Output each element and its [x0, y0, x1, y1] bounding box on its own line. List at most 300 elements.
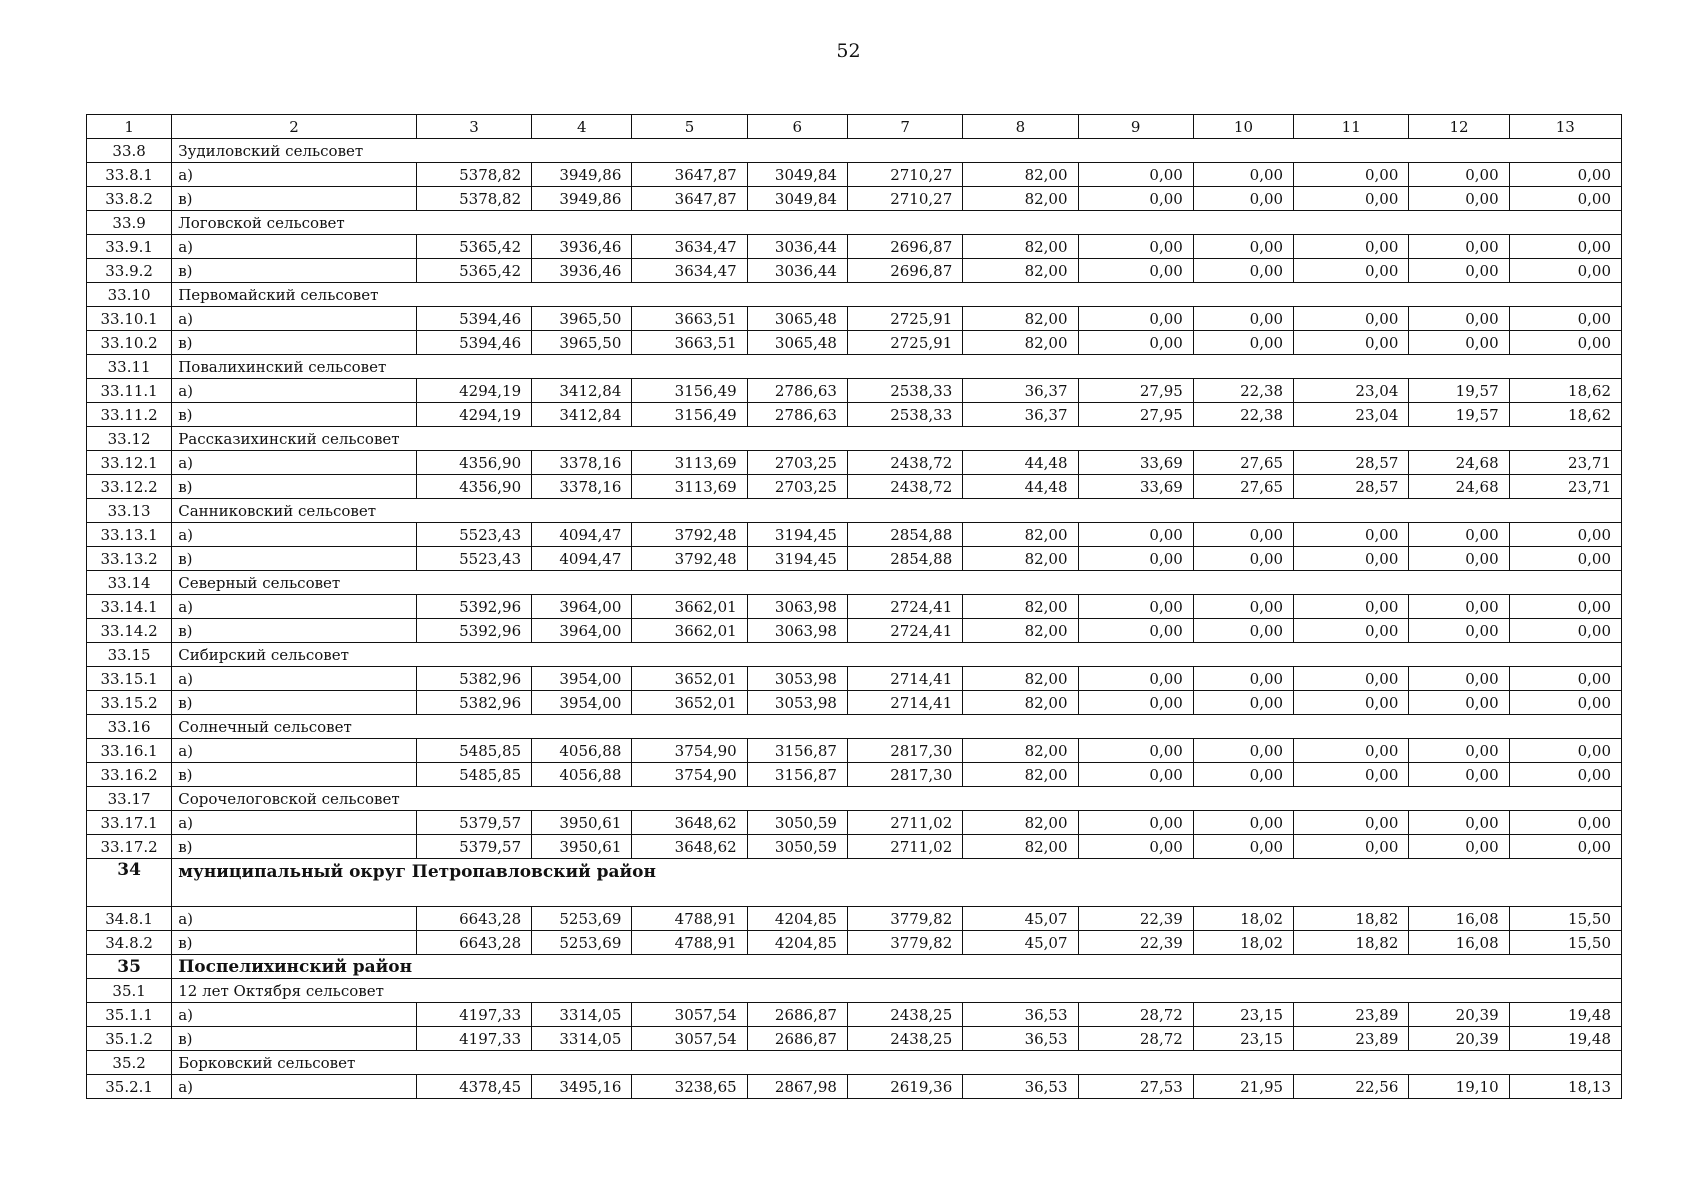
value-cell: 2711,02 — [847, 811, 962, 835]
table-row — [87, 163, 1622, 187]
value-cell: 5365,42 — [416, 235, 531, 259]
column-header-row — [87, 115, 1622, 139]
row-label: а) — [172, 235, 417, 259]
row-number: 34.8.1 — [87, 907, 172, 931]
value-cell: 33,69 — [1078, 475, 1193, 499]
value-cell: 27,65 — [1193, 451, 1293, 475]
table-row — [87, 403, 1622, 427]
row-label: а) — [172, 451, 417, 475]
value-cell: 19,57 — [1409, 403, 1509, 427]
value-cell: 0,00 — [1294, 811, 1409, 835]
value-cell: 3063,98 — [747, 595, 847, 619]
value-cell: 3652,01 — [632, 667, 747, 691]
section-title: Повалихинский сельсовет — [172, 355, 1622, 379]
section-title: Сорочелоговской сельсовет — [172, 787, 1622, 811]
section-title: Борковский сельсовет — [172, 1051, 1622, 1075]
value-cell: 24,68 — [1409, 475, 1509, 499]
section-row — [87, 715, 1622, 739]
value-cell: 0,00 — [1078, 739, 1193, 763]
value-cell: 2817,30 — [847, 739, 962, 763]
row-number: 33.14 — [87, 571, 172, 595]
table-row — [87, 931, 1622, 955]
value-cell: 3036,44 — [747, 235, 847, 259]
value-cell: 3065,48 — [747, 331, 847, 355]
table-row — [87, 331, 1622, 355]
value-cell: 2817,30 — [847, 763, 962, 787]
row-label: а) — [172, 811, 417, 835]
row-number: 33.16 — [87, 715, 172, 739]
value-cell: 0,00 — [1409, 667, 1509, 691]
value-cell: 3647,87 — [632, 187, 747, 211]
value-cell: 3378,16 — [532, 475, 632, 499]
row-label: а) — [172, 1003, 417, 1027]
value-cell: 3050,59 — [747, 835, 847, 859]
value-cell: 0,00 — [1193, 691, 1293, 715]
section-row — [87, 1051, 1622, 1075]
value-cell: 28,72 — [1078, 1027, 1193, 1051]
row-number: 33.11.2 — [87, 403, 172, 427]
value-cell: 5379,57 — [416, 811, 531, 835]
value-cell: 0,00 — [1409, 187, 1509, 211]
column-header: 4 — [532, 115, 632, 139]
value-cell: 18,62 — [1509, 403, 1621, 427]
section-row — [87, 787, 1622, 811]
table-row — [87, 1027, 1622, 1051]
value-cell: 23,04 — [1294, 379, 1409, 403]
value-cell: 0,00 — [1509, 235, 1621, 259]
value-cell: 2538,33 — [847, 379, 962, 403]
value-cell: 18,02 — [1193, 931, 1293, 955]
value-cell: 0,00 — [1078, 331, 1193, 355]
value-cell: 3049,84 — [747, 163, 847, 187]
value-cell: 27,95 — [1078, 403, 1193, 427]
value-cell: 3314,05 — [532, 1027, 632, 1051]
row-number: 35.2 — [87, 1051, 172, 1075]
value-cell: 0,00 — [1409, 619, 1509, 643]
row-number: 33.12.1 — [87, 451, 172, 475]
row-number: 33.10.1 — [87, 307, 172, 331]
value-cell: 5379,57 — [416, 835, 531, 859]
value-cell: 22,39 — [1078, 907, 1193, 931]
value-cell: 0,00 — [1409, 259, 1509, 283]
value-cell: 82,00 — [963, 691, 1078, 715]
value-cell: 19,57 — [1409, 379, 1509, 403]
value-cell: 3156,87 — [747, 739, 847, 763]
value-cell: 3936,46 — [532, 259, 632, 283]
value-cell: 2714,41 — [847, 691, 962, 715]
value-cell: 82,00 — [963, 667, 1078, 691]
value-cell: 6643,28 — [416, 907, 531, 931]
value-cell: 3949,86 — [532, 163, 632, 187]
value-cell: 3057,54 — [632, 1003, 747, 1027]
value-cell: 0,00 — [1193, 835, 1293, 859]
value-cell: 0,00 — [1193, 763, 1293, 787]
value-cell: 2724,41 — [847, 595, 962, 619]
value-cell: 16,08 — [1409, 931, 1509, 955]
value-cell: 0,00 — [1193, 811, 1293, 835]
value-cell: 3113,69 — [632, 475, 747, 499]
value-cell: 3194,45 — [747, 523, 847, 547]
value-cell: 27,95 — [1078, 379, 1193, 403]
value-cell: 5394,46 — [416, 331, 531, 355]
section-row — [87, 979, 1622, 1003]
column-header: 7 — [847, 115, 962, 139]
row-number: 33.14.2 — [87, 619, 172, 643]
value-cell: 3053,98 — [747, 667, 847, 691]
row-label: в) — [172, 763, 417, 787]
value-cell: 0,00 — [1078, 667, 1193, 691]
value-cell: 2538,33 — [847, 403, 962, 427]
value-cell: 0,00 — [1294, 835, 1409, 859]
value-cell: 0,00 — [1509, 763, 1621, 787]
value-cell: 0,00 — [1509, 187, 1621, 211]
row-number: 33.8 — [87, 139, 172, 163]
value-cell: 0,00 — [1078, 835, 1193, 859]
value-cell: 22,56 — [1294, 1075, 1409, 1099]
table-row — [87, 811, 1622, 835]
row-label: а) — [172, 379, 417, 403]
value-cell: 0,00 — [1078, 763, 1193, 787]
table-row — [87, 619, 1622, 643]
value-cell: 2711,02 — [847, 835, 962, 859]
value-cell: 82,00 — [963, 547, 1078, 571]
column-header: 10 — [1193, 115, 1293, 139]
value-cell: 3954,00 — [532, 667, 632, 691]
tariff-table — [86, 114, 1622, 1099]
value-cell: 0,00 — [1409, 547, 1509, 571]
row-number: 33.12.2 — [87, 475, 172, 499]
value-cell: 2867,98 — [747, 1075, 847, 1099]
value-cell: 5382,96 — [416, 691, 531, 715]
table-row — [87, 763, 1622, 787]
value-cell: 0,00 — [1294, 307, 1409, 331]
value-cell: 5392,96 — [416, 595, 531, 619]
value-cell: 0,00 — [1509, 619, 1621, 643]
row-label: а) — [172, 307, 417, 331]
section-row — [87, 211, 1622, 235]
value-cell: 0,00 — [1078, 691, 1193, 715]
value-cell: 0,00 — [1294, 259, 1409, 283]
value-cell: 36,37 — [963, 379, 1078, 403]
value-cell: 0,00 — [1078, 307, 1193, 331]
column-header: 3 — [416, 115, 531, 139]
value-cell: 3036,44 — [747, 259, 847, 283]
row-label: а) — [172, 595, 417, 619]
value-cell: 27,53 — [1078, 1075, 1193, 1099]
value-cell: 3634,47 — [632, 259, 747, 283]
value-cell: 0,00 — [1193, 163, 1293, 187]
value-cell: 3754,90 — [632, 763, 747, 787]
row-number: 33.9 — [87, 211, 172, 235]
table-row — [87, 307, 1622, 331]
row-label: в) — [172, 547, 417, 571]
column-header: 8 — [963, 115, 1078, 139]
table-row — [87, 691, 1622, 715]
value-cell: 82,00 — [963, 259, 1078, 283]
row-number: 33.14.1 — [87, 595, 172, 619]
section-row — [87, 571, 1622, 595]
table-row — [87, 1003, 1622, 1027]
value-cell: 2696,87 — [847, 235, 962, 259]
value-cell: 5365,42 — [416, 259, 531, 283]
column-header: 2 — [172, 115, 417, 139]
value-cell: 3063,98 — [747, 619, 847, 643]
value-cell: 4197,33 — [416, 1003, 531, 1027]
value-cell: 2854,88 — [847, 523, 962, 547]
value-cell: 2619,36 — [847, 1075, 962, 1099]
value-cell: 0,00 — [1294, 619, 1409, 643]
section-row — [87, 955, 1622, 979]
value-cell: 0,00 — [1078, 235, 1193, 259]
value-cell: 2696,87 — [847, 259, 962, 283]
value-cell: 82,00 — [963, 811, 1078, 835]
value-cell: 3779,82 — [847, 907, 962, 931]
value-cell: 0,00 — [1409, 307, 1509, 331]
table-row — [87, 379, 1622, 403]
value-cell: 0,00 — [1294, 691, 1409, 715]
value-cell: 4094,47 — [532, 547, 632, 571]
row-number: 33.9.1 — [87, 235, 172, 259]
value-cell: 3965,50 — [532, 307, 632, 331]
row-number: 33.16.1 — [87, 739, 172, 763]
value-cell: 0,00 — [1078, 523, 1193, 547]
value-cell: 2786,63 — [747, 379, 847, 403]
value-cell: 18,62 — [1509, 379, 1621, 403]
value-cell: 82,00 — [963, 763, 1078, 787]
value-cell: 3779,82 — [847, 931, 962, 955]
value-cell: 23,04 — [1294, 403, 1409, 427]
value-cell: 3754,90 — [632, 739, 747, 763]
value-cell: 0,00 — [1509, 547, 1621, 571]
value-cell: 0,00 — [1294, 331, 1409, 355]
row-label: в) — [172, 187, 417, 211]
section-row — [87, 499, 1622, 523]
value-cell: 0,00 — [1193, 187, 1293, 211]
value-cell: 5382,96 — [416, 667, 531, 691]
row-number: 33.9.2 — [87, 259, 172, 283]
value-cell: 3050,59 — [747, 811, 847, 835]
value-cell: 0,00 — [1509, 259, 1621, 283]
value-cell: 0,00 — [1509, 307, 1621, 331]
row-number: 34 — [87, 859, 172, 907]
row-number: 33.11.1 — [87, 379, 172, 403]
value-cell: 3495,16 — [532, 1075, 632, 1099]
value-cell: 2854,88 — [847, 547, 962, 571]
value-cell: 5392,96 — [416, 619, 531, 643]
value-cell: 0,00 — [1409, 811, 1509, 835]
value-cell: 45,07 — [963, 907, 1078, 931]
value-cell: 6643,28 — [416, 931, 531, 955]
value-cell: 36,37 — [963, 403, 1078, 427]
value-cell: 3378,16 — [532, 451, 632, 475]
row-number: 33.10 — [87, 283, 172, 307]
value-cell: 22,38 — [1193, 379, 1293, 403]
value-cell: 4094,47 — [532, 523, 632, 547]
table-row — [87, 595, 1622, 619]
value-cell: 2725,91 — [847, 331, 962, 355]
row-number: 35.1.1 — [87, 1003, 172, 1027]
value-cell: 28,57 — [1294, 451, 1409, 475]
row-number: 33.13 — [87, 499, 172, 523]
section-title: Солнечный сельсовет — [172, 715, 1622, 739]
row-number: 33.15 — [87, 643, 172, 667]
value-cell: 82,00 — [963, 235, 1078, 259]
value-cell: 4294,19 — [416, 403, 531, 427]
column-header: 1 — [87, 115, 172, 139]
row-label: в) — [172, 403, 417, 427]
column-header: 13 — [1509, 115, 1621, 139]
value-cell: 82,00 — [963, 163, 1078, 187]
value-cell: 0,00 — [1294, 739, 1409, 763]
value-cell: 2714,41 — [847, 667, 962, 691]
table-row — [87, 235, 1622, 259]
row-label: в) — [172, 259, 417, 283]
value-cell: 2686,87 — [747, 1027, 847, 1051]
value-cell: 18,13 — [1509, 1075, 1621, 1099]
row-number: 33.8.2 — [87, 187, 172, 211]
value-cell: 0,00 — [1509, 331, 1621, 355]
column-header: 12 — [1409, 115, 1509, 139]
value-cell: 5378,82 — [416, 187, 531, 211]
row-number: 35.1.2 — [87, 1027, 172, 1051]
table-row — [87, 451, 1622, 475]
row-number: 33.12 — [87, 427, 172, 451]
value-cell: 4356,90 — [416, 475, 531, 499]
value-cell: 4204,85 — [747, 931, 847, 955]
value-cell: 0,00 — [1193, 331, 1293, 355]
value-cell: 5253,69 — [532, 907, 632, 931]
value-cell: 3238,65 — [632, 1075, 747, 1099]
value-cell: 2686,87 — [747, 1003, 847, 1027]
row-number: 33.13.2 — [87, 547, 172, 571]
value-cell: 3950,61 — [532, 811, 632, 835]
column-header: 9 — [1078, 115, 1193, 139]
row-label: в) — [172, 835, 417, 859]
value-cell: 0,00 — [1509, 739, 1621, 763]
value-cell: 36,53 — [963, 1027, 1078, 1051]
value-cell: 0,00 — [1409, 331, 1509, 355]
row-label: в) — [172, 691, 417, 715]
value-cell: 23,89 — [1294, 1003, 1409, 1027]
value-cell: 0,00 — [1409, 691, 1509, 715]
value-cell: 2438,25 — [847, 1003, 962, 1027]
value-cell: 3965,50 — [532, 331, 632, 355]
section-title: Первомайский сельсовет — [172, 283, 1622, 307]
value-cell: 23,71 — [1509, 475, 1621, 499]
section-title: Сибирский сельсовет — [172, 643, 1622, 667]
value-cell: 2725,91 — [847, 307, 962, 331]
value-cell: 5523,43 — [416, 523, 531, 547]
row-number: 33.15.2 — [87, 691, 172, 715]
value-cell: 0,00 — [1509, 835, 1621, 859]
value-cell: 0,00 — [1078, 547, 1193, 571]
value-cell: 0,00 — [1509, 595, 1621, 619]
value-cell: 0,00 — [1294, 595, 1409, 619]
value-cell: 0,00 — [1193, 619, 1293, 643]
value-cell: 0,00 — [1509, 667, 1621, 691]
row-label: а) — [172, 667, 417, 691]
value-cell: 2724,41 — [847, 619, 962, 643]
value-cell: 0,00 — [1078, 619, 1193, 643]
table-row — [87, 907, 1622, 931]
value-cell: 23,15 — [1193, 1003, 1293, 1027]
value-cell: 0,00 — [1509, 163, 1621, 187]
value-cell: 3663,51 — [632, 331, 747, 355]
row-number: 33.15.1 — [87, 667, 172, 691]
value-cell: 3662,01 — [632, 619, 747, 643]
table-row — [87, 475, 1622, 499]
value-cell: 18,02 — [1193, 907, 1293, 931]
row-label: а) — [172, 1075, 417, 1099]
section-row — [87, 283, 1622, 307]
section-title: Рассказихинский сельсовет — [172, 427, 1622, 451]
table-row — [87, 523, 1622, 547]
value-cell: 28,72 — [1078, 1003, 1193, 1027]
table-row — [87, 547, 1622, 571]
value-cell: 3792,48 — [632, 547, 747, 571]
value-cell: 0,00 — [1193, 307, 1293, 331]
value-cell: 82,00 — [963, 595, 1078, 619]
value-cell: 3156,49 — [632, 379, 747, 403]
value-cell: 22,39 — [1078, 931, 1193, 955]
value-cell: 0,00 — [1193, 595, 1293, 619]
row-number: 33.17 — [87, 787, 172, 811]
table-row — [87, 259, 1622, 283]
value-cell: 15,50 — [1509, 931, 1621, 955]
value-cell: 2438,25 — [847, 1027, 962, 1051]
value-cell: 0,00 — [1078, 163, 1193, 187]
value-cell: 0,00 — [1509, 811, 1621, 835]
value-cell: 0,00 — [1409, 835, 1509, 859]
row-label: в) — [172, 331, 417, 355]
row-number: 33.13.1 — [87, 523, 172, 547]
section-title: Поспелихинский район — [172, 955, 1622, 979]
value-cell: 44,48 — [963, 475, 1078, 499]
value-cell: 20,39 — [1409, 1003, 1509, 1027]
value-cell: 2438,72 — [847, 475, 962, 499]
value-cell: 3647,87 — [632, 163, 747, 187]
table-row — [87, 835, 1622, 859]
value-cell: 0,00 — [1294, 235, 1409, 259]
value-cell: 3949,86 — [532, 187, 632, 211]
value-cell: 3964,00 — [532, 619, 632, 643]
value-cell: 2703,25 — [747, 451, 847, 475]
value-cell: 33,69 — [1078, 451, 1193, 475]
column-header: 6 — [747, 115, 847, 139]
value-cell: 3936,46 — [532, 235, 632, 259]
value-cell: 3663,51 — [632, 307, 747, 331]
value-cell: 4197,33 — [416, 1027, 531, 1051]
row-label: в) — [172, 619, 417, 643]
value-cell: 0,00 — [1078, 259, 1193, 283]
value-cell: 0,00 — [1409, 163, 1509, 187]
value-cell: 19,48 — [1509, 1027, 1621, 1051]
value-cell: 3792,48 — [632, 523, 747, 547]
value-cell: 0,00 — [1193, 547, 1293, 571]
section-title: Логовской сельсовет — [172, 211, 1622, 235]
value-cell: 5485,85 — [416, 739, 531, 763]
section-row — [87, 859, 1622, 907]
table-row — [87, 667, 1622, 691]
value-cell: 23,15 — [1193, 1027, 1293, 1051]
section-row — [87, 427, 1622, 451]
section-title: Северный сельсовет — [172, 571, 1622, 595]
value-cell: 3156,87 — [747, 763, 847, 787]
column-header: 11 — [1294, 115, 1409, 139]
value-cell: 82,00 — [963, 619, 1078, 643]
value-cell: 4056,88 — [532, 763, 632, 787]
value-cell: 5253,69 — [532, 931, 632, 955]
